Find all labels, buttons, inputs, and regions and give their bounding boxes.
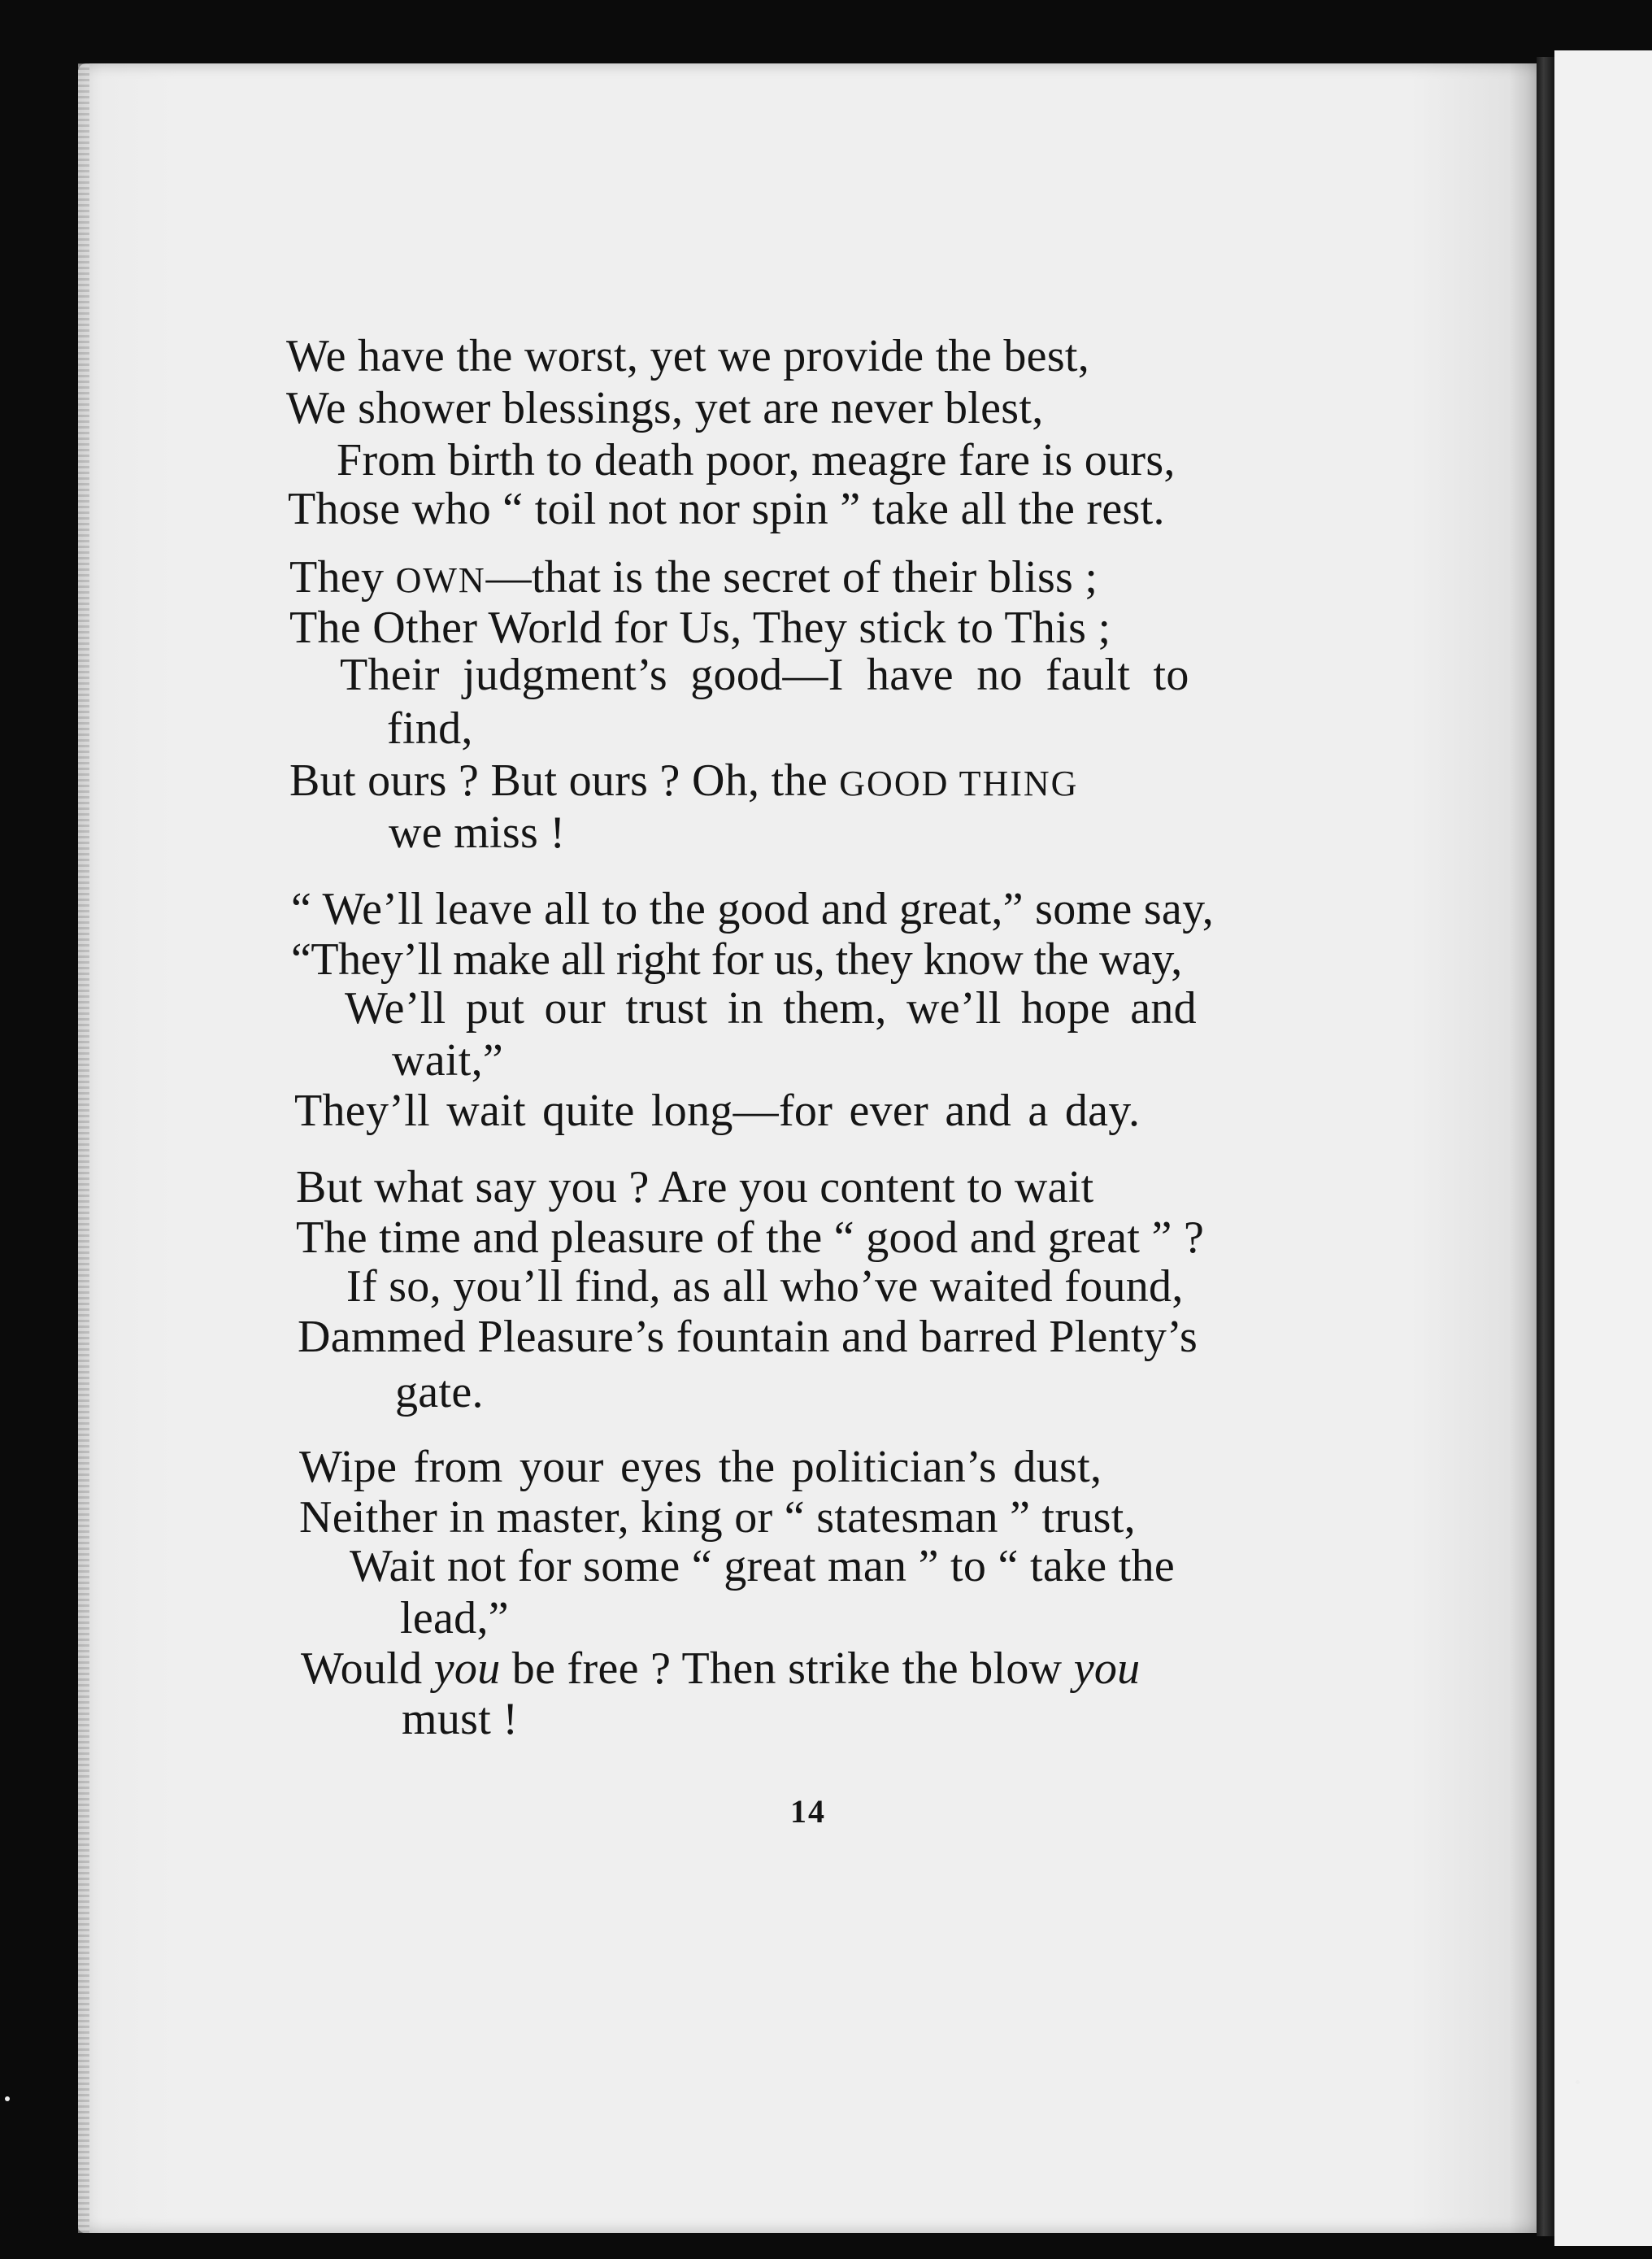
italic-text: you [1073,1643,1141,1694]
poem-line: If so, you’ll find, as all who’ve waited found, [346,1261,1184,1312]
poem-line: But what say you ? Are you content to wait [296,1162,1094,1212]
small-caps-text: OWN [395,560,486,600]
poem-line: wait,” [392,1035,504,1086]
poem-line: Wipe from your eyes the politician’s dust, [299,1442,1102,1492]
poem-line: “ We’ll leave all to the good and great,” some say, [291,884,1215,934]
poem-line: find, [387,703,473,754]
line-text: They [289,552,396,603]
line-text: Would [301,1643,434,1694]
poem-line [289,756,1078,808]
poem-line: We shower blessings, yet are never blest, [286,383,1044,433]
line-text: be free ? Then strike the blow [500,1643,1074,1694]
scan-speck [1576,2080,1580,2084]
poem-line: must ! [402,1694,519,1744]
poem-line: The Other World for Us, They stick to This ; [289,603,1111,653]
poem-line [301,1644,1140,1693]
page-number: 14 [790,1793,826,1830]
poem-line: The time and pleasure of the “ good and great ” ? [296,1212,1205,1263]
poem-line: We have the worst, yet we provide the best, [286,331,1090,381]
poem-line: Their judgment’s good—I have no fault to [340,650,1189,700]
poem-line: lead,” [400,1593,509,1643]
line-text: —that is the secret of their bliss ; [485,552,1098,603]
poem-line [289,553,1098,605]
poem-line: “They’ll make all right for us, they know the way, [291,934,1182,985]
poem-line: Neither in master, king or “ statesman ” trust, [299,1492,1136,1543]
poem-line: we miss ! [389,807,566,858]
poem-line: gate. [395,1367,484,1417]
line-text: But ours ? But ours ? Oh, the [289,755,840,806]
scan-speck [5,2096,10,2101]
small-caps-text: GOOD THING [839,764,1079,803]
poem-line: From birth to death poor, meagre fare is ours, [337,435,1176,485]
italic-text: you [433,1643,501,1694]
poem-line: They’ll wait quite long—for ever and a day. [294,1086,1141,1136]
poem-line: Those who “ toil not nor spin ” take all the rest. [288,484,1165,534]
poem-line: Dammed Pleasure’s fountain and barred Plenty’s [298,1312,1198,1362]
poem-line: Wait not for some “ great man ” to “ take the [350,1541,1176,1591]
poem-line: We’ll put our trust in them, we’ll hope and [345,983,1197,1034]
